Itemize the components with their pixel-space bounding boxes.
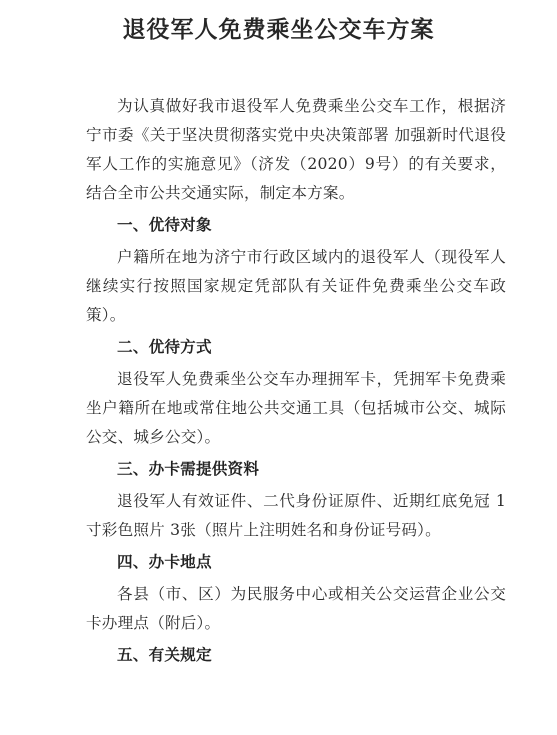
section-body-2: 退役军人免费乘坐公交车办理拥军卡，凭拥军卡免费乘坐户籍所在地或常住地公共交通工具（包括城市公交、城际公交、城乡公交）。 (86, 370, 506, 446)
section-heading-3: 三、办卡需提供资料 (117, 460, 260, 478)
section-body-1: 户籍所在地为济宁市行政区域内的退役军人（现役军人继续实行按照国家规定凭部队有关证件免费乘坐公交车政策）。 (86, 248, 506, 324)
document-body (86, 92, 506, 673)
section-heading-5: 五、有关规定 (117, 646, 212, 664)
section-heading-1: 一、优待对象 (117, 216, 212, 234)
section-body-3: 退役军人有效证件、二代身份证原件、近期红底免冠 1寸彩色照片 3张（照片上注明姓名和身份证号码）。 (86, 492, 506, 539)
section-body-4: 各县（市、区）为民服务中心或相关公交运营企业公交卡办理点（附后）。 (86, 585, 506, 632)
section-heading-2: 二、优待方式 (117, 338, 212, 356)
document-title: 退役军人免费乘坐公交车方案 (122, 17, 435, 43)
intro-paragraph: 为认真做好我市退役军人免费乘坐公交车工作，根据济宁市委《关于坚决贯彻落实党中央决策部署 加强新时代退役军人工作的实施意见》（济发（2020）9号）的有关要求，结合全市公共交通实际，制定本方案。 (86, 97, 506, 202)
section-heading-4: 四、办卡地点 (117, 553, 212, 571)
